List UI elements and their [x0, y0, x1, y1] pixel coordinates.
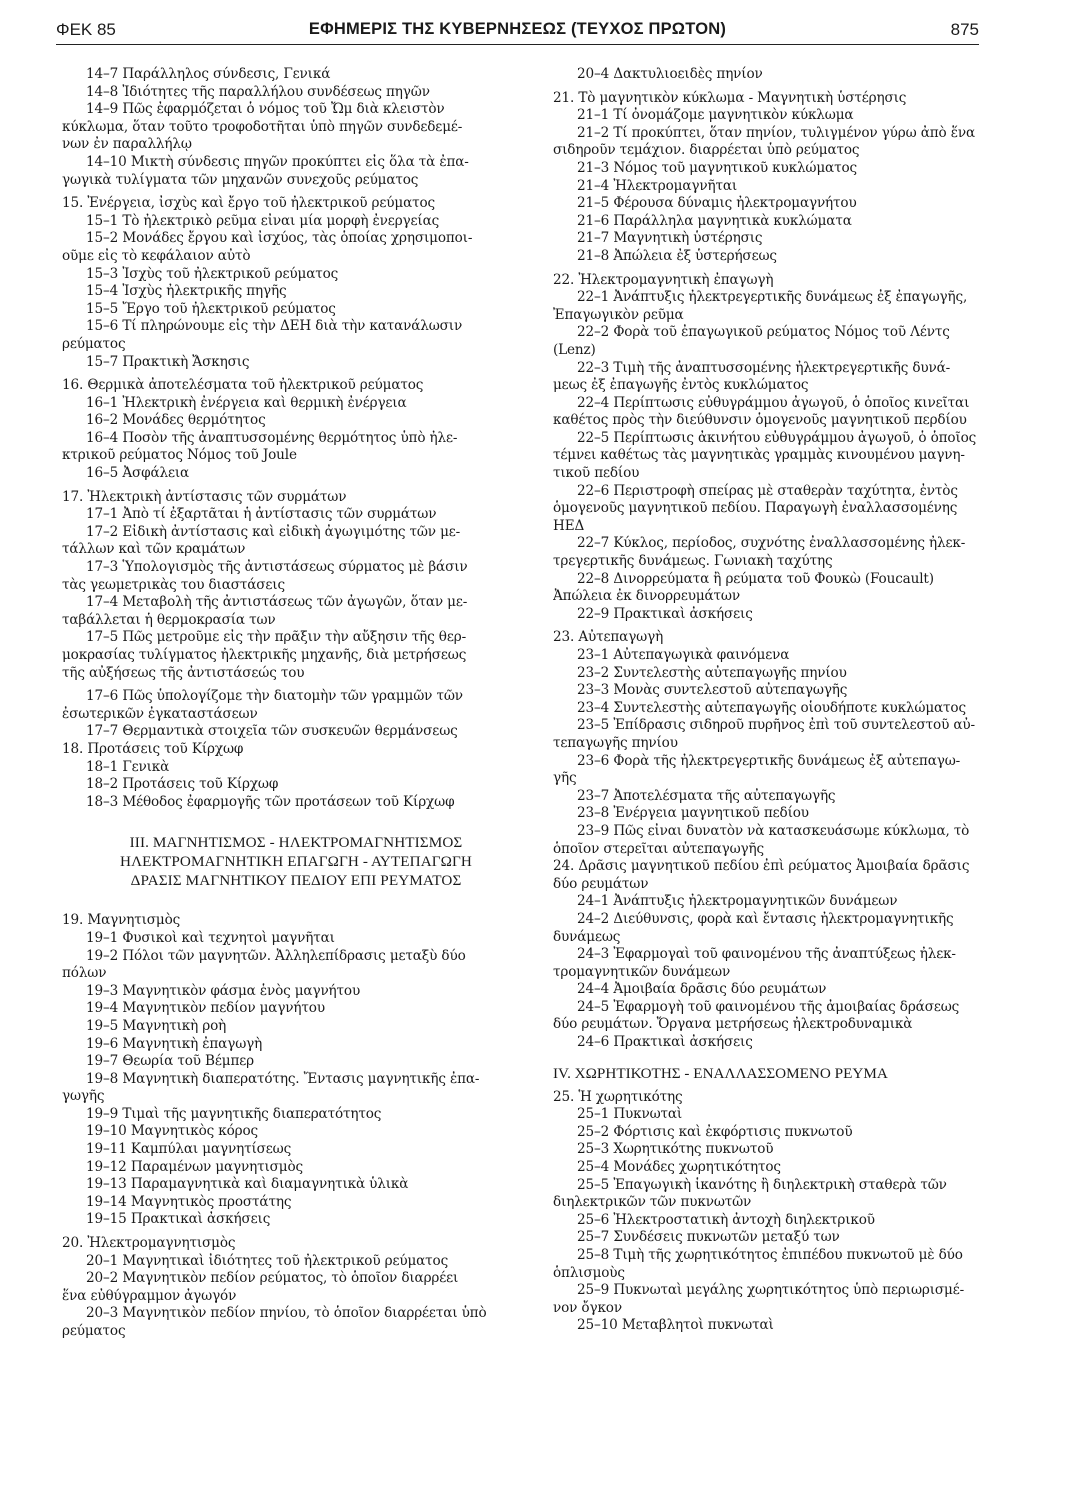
toc-line: τρεγερτικῆς δυνάμεως. Γωνιακὴ ταχύτης [553, 553, 833, 570]
left-block-14 [62, 66, 530, 189]
toc-line: ρεύματος [62, 335, 126, 352]
toc-line: 17–3 Ὑπολογισμὸς τῆς ἀντιστάσεως σύρματος μὲ βάσιν [86, 559, 468, 576]
toc-line: διηλεκτρικῶν τῶν πυκνωτῶν [553, 1194, 752, 1211]
toc-line: 17–1 Ἀπὸ τί ἐξαρτᾶται ἡ ἀντίστασις τῶν συρμάτων [86, 506, 437, 523]
toc-line: 22–5 Περίπτωσις ἀκινήτου εὐθυγράμμου ἀγωγοῦ, ὁ ὁποῖος [577, 429, 977, 446]
toc-line: τεπαγωγῆς πηνίου [553, 734, 678, 751]
toc-line: γωγῆς [62, 1088, 105, 1105]
left-column [62, 66, 530, 1341]
toc-line: 16. Θερμικὰ ἀποτελέσματα τοῦ ἠλεκτρικοῦ ρεύματος [62, 377, 424, 394]
toc-line: 19–4 Μαγνητικὸν πεδίον μαγνήτου [86, 1000, 325, 1017]
toc-line: 22. Ἠλεκτρομαγνητικὴ ἐπαγωγὴ [553, 271, 774, 288]
toc-line: 14–10 Μικτὴ σύνδεσις πηγῶν προκύπτει εἰς ὅλα τὰ ἐπα- [86, 153, 469, 170]
toc-line: 23–5 Ἐπίδρασις σιδηροῦ πυρῆνος ἐπὶ τοῦ συντελεστοῦ αὐ- [577, 717, 975, 734]
toc-line: ἐσωτερικῶν ἐγκαταστάσεων [62, 705, 258, 722]
toc-line: 20. Ἠλεκτρομαγνητισμὸς [62, 1235, 236, 1252]
toc-line: 25–6 Ἠλεκτροστατικὴ ἀντοχὴ διηλεκτρικοῦ [577, 1211, 875, 1228]
toc-line: νων ἐν παραλλήλῳ [62, 136, 192, 153]
toc-line: 18–1 Γενικὰ [86, 758, 170, 775]
toc-line: 14–7 Παράλληλος σύνδεσις, Γενικά [86, 66, 331, 82]
toc-line: 21–3 Νόμος τοῦ μαγνητικοῦ κυκλώματος [577, 159, 857, 176]
toc-line: 17–6 Πῶς ὑπολογίζομε τὴν διατομὴν τῶν γραμμῶν τῶν [86, 688, 463, 705]
toc-line: 19–2 Πόλοι τῶν μαγνητῶν. Ἀλληλεπίδρασις μεταξὺ δύο [86, 947, 466, 964]
toc-line: Ἀπώλεια ἐκ δινορρευμάτων [553, 588, 740, 605]
toc-line: γῆς [553, 770, 577, 787]
toc-line: 14–8 Ἰδιότητες τῆς παραλλήλου συνδέσεως πηγῶν [86, 83, 430, 100]
toc-line: Ἐπαγωγικὸν ρεῦμα [553, 306, 684, 323]
toc-line: 24. Δρᾶσις μαγνητικοῦ πεδίου ἐπὶ ρεύματος Ἀμοιβαία δρᾶσις [553, 858, 970, 875]
left-block-19 [62, 912, 530, 1229]
toc-line: 16–5 Ἀσφάλεια [86, 465, 190, 482]
toc-line: 20–2 Μαγνητικὸν πεδίον ρεύματος, τὸ ὁποῖον διαρρέει [86, 1270, 459, 1287]
left-block-18 [62, 688, 530, 811]
toc-line: 15–4 Ἰσχὺς ἠλεκτρικῆς πηγῆς [86, 283, 287, 300]
toc-line: 16–1 Ἠλεκτρικὴ ἐνέργεια καὶ θερμικὴ ἐνέργεια [86, 394, 407, 411]
toc-line: 24–4 Ἀμοιβαία δρᾶσις δύο ρευμάτων [577, 981, 827, 998]
toc-line: 25–2 Φόρτισις καὶ ἐκφόρτισις πυκνωτοῦ [577, 1123, 853, 1140]
section-heading-line: ΙΙΙ. ΜΑΓΝΗΤΙΣΜΟΣ - ΗΛΕΚΤΡΟΜΑΓΝΗΤΙΣΜΟΣ [129, 834, 463, 852]
toc-line: 21–5 Φέρουσα δύναμις ἠλεκτρομαγνήτου [577, 195, 857, 212]
toc-line: νον ὄγκον [553, 1299, 622, 1316]
right-block-23-24 [553, 629, 981, 1051]
toc-line: 20–4 Δακτυλιοειδὲς πηνίον [577, 66, 763, 82]
toc-line: 17. Ἠλεκτρικὴ ἀντίστασις τῶν συρμάτων [62, 488, 347, 505]
right-column [553, 66, 981, 1335]
toc-line: 22–8 Δινορρεύματα ἢ ρεύματα τοῦ Φουκὼ (Foucault) [577, 570, 934, 587]
toc-line: 19–7 Θεωρία τοῦ Βέμπερ [86, 1053, 254, 1070]
toc-line: κύκλωμα, ὅταν τοῦτο τροφοδοτῆται ὑπὸ πηγῶν συνδεδεμέ- [62, 118, 463, 135]
toc-line: 23–3 Μονὰς συντελεστοῦ αὐτεπαγωγῆς [577, 682, 848, 699]
toc-line: μοκρασίας τυλίγματος ἠλεκτρικῆς μηχανῆς, διὰ μετρήσεως [62, 647, 467, 663]
toc-line: 25–1 Πυκνωταὶ [577, 1106, 683, 1123]
toc-line: 25–4 Μονάδες χωρητικότητος [577, 1159, 781, 1176]
toc-line: 21–6 Παράλληλα μαγνητικὰ κυκλώματα [577, 212, 852, 229]
toc-line: 19–13 Παραμαγνητικὰ καὶ διαμαγνητικὰ ὑλικὰ [86, 1176, 409, 1193]
toc-line: 19–8 Μαγνητικὴ διαπερατότης. Ἔντασις μαγνητικῆς ἐπα- [86, 1070, 480, 1087]
toc-line: 22–1 Ἀνάπτυξις ἠλεκτρεγερτικῆς δυνάμεως ἐξ ἐπαγωγῆς, [577, 289, 968, 306]
left-block-16 [62, 377, 530, 483]
toc-line: 15–7 Πρακτικὴ Ἄσκησις [86, 353, 250, 370]
left-block-20 [62, 1235, 530, 1341]
toc-line: τάλλων καὶ τῶν κραμάτων [62, 541, 246, 558]
toc-line: 18–3 Μέθοδος ἐφαρμογῆς τῶν προτάσεων τοῦ Κίρχωφ [86, 793, 455, 810]
toc-line: τικοῦ πεδίου [553, 465, 640, 482]
toc-line: 24–3 Ἐφαρμογαὶ τοῦ φαινομένου τῆς ἀναπτύξεως ἠλεκ- [577, 946, 956, 963]
toc-line: 23–6 Φορὰ τῆς ἠλεκτρεγερτικῆς δυνάμεως ἐξ αὐτεπαγω- [577, 752, 961, 769]
left-block-15 [62, 195, 530, 371]
toc-line: 20–3 Μαγνητικὸν πεδίον πηνίου, τὸ ὁποῖον διαρρέεται ὑπὸ [86, 1305, 487, 1322]
toc-line: 19–12 Παραμένων μαγνητισμὸς [86, 1158, 303, 1175]
toc-line: 19–6 Μαγνητικὴ ἐπαγωγὴ [86, 1035, 263, 1052]
toc-line: ὁποῖον στερεῖται αὐτεπαγωγῆς [553, 840, 764, 857]
right-block-25 [553, 1089, 981, 1335]
toc-line: δύο ρευμάτων. Ὄργανα μετρήσεως ἠλεκτροδυναμικὰ [553, 1016, 913, 1033]
right-block-20 [553, 66, 981, 84]
toc-line: 21–8 Ἀπώλεια ἐξ ὑστερήσεως [577, 247, 777, 264]
toc-line: 19–5 Μαγνητικὴ ροὴ [86, 1017, 227, 1034]
toc-line: 25–9 Πυκνωταὶ μεγάλης χωρητικότητος ὑπὸ περιωρισμέ- [577, 1282, 965, 1299]
section-heading-line: ΗΛΕΚΤΡΟΜΑΓΝΗΤΙΚΗ ΕΠΑΓΩΓΗ - ΑΥΤΕΠΑΓΩΓΗ [120, 853, 472, 871]
section-heading-line: ΔΡΑΣΙΣ ΜΑΓΝΗΤΙΚΟΥ ΠΕΔΙΟΥ ΕΠΙ ΡΕΥΜΑΤΟΣ [130, 872, 462, 890]
toc-line: καθέτος πρὸς τὴν διεύθυνσιν ὁμογενοῦς μαγνητικοῦ περδίου [553, 412, 967, 429]
toc-line: ὁπλισμοὺς [553, 1264, 625, 1281]
toc-line: 19. Μαγνητισμὸς [62, 912, 181, 929]
toc-line: 17–5 Πῶς μετροῦμε εἰς τὴν πρᾶξιν τὴν αὔξησιν τῆς θερ- [86, 629, 467, 646]
toc-line: 22–4 Περίπτωσις εὐθυγράμμου ἀγωγοῦ, ὁ ὁποῖος κινεῖται [577, 394, 970, 411]
toc-line: 15. Ἐνέργεια, ἰσχὺς καὶ ἔργο τοῦ ἠλεκτρικοῦ ρεύματος [62, 195, 435, 212]
toc-line: 15–6 Τί πληρώνουμε εἰς τὴν ΔΕΗ διὰ τὴν κατανάλωσιν [86, 318, 463, 335]
toc-line: 19–1 Φυσικοὶ καὶ τεχνητοὶ μαγνῆται [86, 929, 335, 946]
left-block-17 [62, 489, 530, 683]
toc-line: 18–2 Προτάσεις τοῦ Κίρχωφ [86, 776, 279, 793]
toc-line: 23–7 Ἀποτελέσματα τῆς αὐτεπαγωγῆς [577, 787, 836, 804]
toc-line: 23–4 Συντελεστὴς αὐτεπαγωγῆς οἱουδήποτε κυκλώματος [577, 699, 966, 716]
toc-line: τέμνει καθέτως τὰς μαγνητικὰς γραμμὰς κινουμένου μαγνη- [553, 447, 965, 464]
toc-line: δύο ρευμάτων [553, 875, 649, 892]
section-heading-iv: ΙV. ΧΩΡΗΤΙΚΟΤΗΣ - ΕΝΑΛΛΑΣΣΟΜΕΝΟ ΡΕΥΜΑ [553, 1064, 888, 1082]
page-number: 875 [950, 20, 979, 39]
toc-line: 21–1 Τί ὀνομάζομε μαγνητικὸν κύκλωμα [577, 107, 854, 124]
toc-line: 17–7 Θερμαντικὰ στοιχεῖα τῶν συσκευῶν θερμάνσεως [86, 723, 458, 740]
toc-line: 19–10 Μαγνητικὸς κόρος [86, 1123, 258, 1140]
toc-line: τῆς αὐξήσεως τῆς ἀντιστάσεώς του [62, 664, 305, 681]
toc-line: 20–1 Μαγνητικαὶ ἰδιότητες τοῦ ἠλεκτρικοῦ ρεύματος [86, 1252, 449, 1269]
toc-line: 24–6 Πρακτικαὶ ἀσκήσεις [577, 1034, 753, 1051]
toc-line: 22–6 Περιστροφὴ σπείρας μὲ σταθερὰν ταχύτητα, ἐντὸς [577, 482, 958, 499]
toc-line: ταβάλλεται ἡ θερμοκρασία των [62, 611, 276, 628]
toc-line: πόλων [62, 965, 107, 982]
toc-line: 18. Προτάσεις τοῦ Κίρχωφ [62, 740, 244, 757]
toc-line: γωγικὰ τυλίγματα τῶν μηχανῶν συνεχοῦς ρεύματος [62, 171, 419, 188]
toc-line: 21–4 Ἠλεκτρομαγνῆται [577, 177, 738, 194]
toc-line: τρομαγνητικῶν δυνάμεων [553, 963, 731, 980]
toc-line: 22–7 Κύκλος, περίοδος, συχνότης ἐναλλασσομένης ἠλεκ- [577, 535, 966, 552]
toc-line: 15–1 Τὸ ἠλεκτρικὸ ρεῦμα εἶναι μία μορφὴ ἐνεργείας [86, 212, 440, 229]
toc-line: 14–9 Πῶς ἐφαρμόζεται ὁ νόμος τοῦ Ὤμ διὰ κλειστὸν [86, 101, 445, 118]
toc-line: (Lenz) [553, 341, 596, 358]
toc-line: τὰς γεωμετρικὰς του διαστάσεις [62, 576, 285, 593]
toc-line: 19–15 Πρακτικαὶ ἀσκήσεις [86, 1211, 271, 1228]
toc-line: 23–9 Πῶς εἶναι δυνατὸν νὰ κατασκευάσωμε κύκλωμα, τὸ [577, 822, 970, 839]
right-block-22 [553, 272, 981, 624]
toc-line: σιδηροῦν τεμάχιον. διαρρέεται ὑπὸ ρεύματος [553, 142, 860, 159]
page-header [56, 16, 979, 45]
toc-line: 23–8 Ἐνέργεια μαγνητικοῦ πεδίου [577, 805, 809, 822]
toc-line: δυνάμεως [553, 928, 621, 945]
toc-line: 15–2 Μονάδες ἔργου καὶ ἰσχύος, τὰς ὁποίας χρησιμοποι- [86, 230, 473, 247]
toc-line: 22–3 Τιμὴ τῆς ἀναπτυσσομένης ἠλεκτρεγερτικῆς δυνά- [577, 359, 951, 376]
toc-line: κτρικοῦ ρεύματος Νόμος τοῦ Joule [62, 447, 297, 464]
toc-line: 25–10 Μεταβλητοὶ πυκνωταὶ [577, 1317, 774, 1334]
toc-line: 21–2 Τί προκύπτει, ὅταν πηνίον, τυλιγμένον γύρω ἀπὸ ἕνα [577, 124, 976, 141]
toc-line: 24–5 Ἐφαρμογὴ τοῦ φαινομένου τῆς ἀμοιβαίας δράσεως [577, 998, 960, 1015]
toc-line: 19–9 Τιμαὶ τῆς μαγνητικῆς διαπερατότητος [86, 1105, 382, 1122]
toc-line: ρεύματος [62, 1323, 126, 1339]
toc-line: 24–2 Διεύθυνσις, φορὰ καὶ ἔντασις ἠλεκτρομαγνητικῆς [577, 910, 954, 927]
toc-line: 25. Ἡ χωρητικότης [553, 1088, 683, 1105]
toc-line: 17–4 Μεταβολὴ τῆς ἀντιστάσεως τῶν ἀγωγῶν, ὅταν με- [86, 594, 468, 611]
toc-line: ἕνα εὐθύγραμμον ἀγωγόν [62, 1287, 237, 1304]
toc-line: 19–14 Μαγνητικὸς προστάτης [86, 1193, 292, 1210]
toc-line: 22–2 Φορὰ τοῦ ἐπαγωγικοῦ ρεύματος Νόμος τοῦ Λέντς [577, 324, 950, 341]
toc-line: 25–3 Χωρητικότης πυκνωτοῦ [577, 1141, 774, 1158]
toc-line: 25–5 Ἐπαγωγικὴ ἱκανότης ἢ διηλεκτρικὴ σταθερὰ τῶν [577, 1176, 947, 1193]
toc-line: 17–2 Εἰδικὴ ἀντίστασις καὶ εἰδικὴ ἀγωγιμότης τῶν με- [86, 523, 461, 540]
section-heading-iii [62, 833, 530, 890]
toc-line: 23. Αὐτεπαγωγὴ [553, 629, 664, 646]
toc-line: οῦμε εἰς τὸ κεφάλαιον αὐτὸ [62, 247, 251, 264]
toc-line: 23–1 Αὐτεπαγωγικὰ φαινόμενα [577, 647, 790, 663]
issue-number: ΦΕΚ 85 [56, 20, 116, 39]
toc-line: 21. Τὸ μαγνητικὸν κύκλωμα - Μαγνητικὴ ὑστέρησις [553, 89, 907, 106]
toc-line: 23–2 Συντελεστὴς αὐτεπαγωγῆς πηνίου [577, 664, 847, 681]
toc-line: 19–3 Μαγνητικὸν φάσμα ἑνὸς μαγνήτου [86, 982, 361, 999]
toc-line: ΗΕΔ [553, 517, 585, 534]
toc-line: 22–9 Πρακτικαὶ ἀσκήσεις [577, 605, 753, 622]
toc-line: 19–11 Καμπύλαι μαγνητίσεως [86, 1141, 292, 1158]
toc-line: 16–4 Ποσὸν τῆς ἀναπτυσσομένης θερμότητος ὑπὸ ἠλε- [86, 429, 458, 446]
toc-line: 16–2 Μονάδες θερμότητος [86, 412, 266, 429]
toc-line: μεως ἐξ ἐπαγωγῆς ἐντὸς κυκλώματος [553, 377, 809, 394]
gazette-title: ΕΦΗΜΕΡΙΣ ΤΗΣ ΚΥΒΕΡΝΗΣΕΩΣ (ΤΕΥΧΟΣ ΠΡΩΤΟΝ) [308, 20, 727, 38]
toc-line: 15–5 Ἔργο τοῦ ἠλεκτρικοῦ ρεύματος [86, 300, 336, 317]
toc-line: 25–7 Συνδέσεις πυκνωτῶν μεταξύ των [577, 1229, 840, 1246]
toc-line: 25–8 Τιμὴ τῆς χωρητικότητος ἐπιπέδου πυκνωτοῦ μὲ δύο [577, 1247, 963, 1263]
toc-line: 24–1 Ἀνάπτυξις ἠλεκτρομαγνητικῶν δυνάμεων [577, 893, 898, 910]
right-block-21 [553, 90, 981, 266]
toc-line: 15–3 Ἰσχὺς τοῦ ἠλεκτρικοῦ ρεύματος [86, 265, 339, 282]
toc-line: ὁμογενοῦς μαγνητικοῦ πεδίου. Παραγωγὴ ἐναλλασσομένης [553, 500, 958, 517]
toc-line: 21–7 Μαγνητικὴ ὑστέρησις [577, 230, 763, 247]
